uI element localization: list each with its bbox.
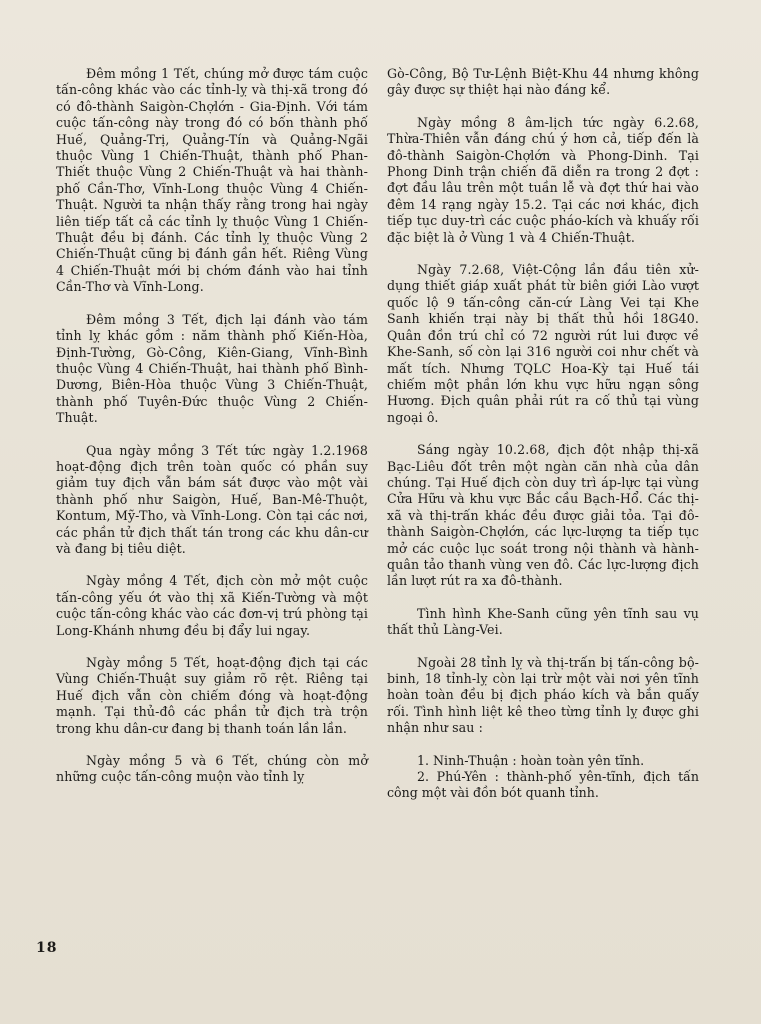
paragraph-tet-day-3: Qua ngày mồng 3 Tết tức ngày 1.2.1968 hoạt-động địch trên toàn quốc có phần suy giảm tuy địch vẫn bám sát được vào một vài thành phố như Saigòn, Huế, Ban-Mê-Thuột, Kontum, Mỹ-Tho, và Vĩnh-Long. Còn tại các nơi, các phần tử địch thất tán trong các khu dân-cư và đang bị tiêu diệt. [56,442,368,556]
paragraph-tet-night-1: Đêm mồng 1 Tết, chúng mở được tám cuộc tấn-công khác vào các tỉnh-lỵ và thị-xã trong đó có đô-thành Saigòn-Chợlớn - Gia-Định. Với tám cuộc tấn-công này trong đó có bốn thành phố Huế, Quảng-Trị, Quảng-Tín và Quảng-Ngãi thuộc Vùng 1 Chiến-Thuật, thành phố Phan-Thiết thuộc Vùng 2 Chiến-Thuật và hai thành-phố Cần-Thơ, Vĩnh-Long thuộc Vùng 4 Chiến-Thuật. Người ta nhận thấy rằng trong hai ngày liên tiếp tất cả các tỉnh lỵ thuộc Vùng 1 Chiến-Thuật đều bị đánh. Các tỉnh lỵ thuộc Vùng 2 Chiến-Thuật cũng bị đánh gần hết. Riêng Vùng 4 Chiến-Thuật mới bị chớm đánh vào hai tỉnh Cần-Thơ và Vĩnh-Long. [56,66,368,295]
right-column [387,66,699,802]
paragraph-lang-vei: Ngày 7.2.68, Việt-Cộng lần đầu tiên xử-dụng thiết giáp xuất phát từ biên giới Lào vượt quốc lộ 9 tấn-công căn-cứ Làng Vei tại Khe Sanh khiến trại này bị thất thủ hồi 18G40. Quân đồn trú chỉ có 72 người rút lui được về Khe-Sanh, số còn lại 316 người coi như chết và mất tích. Nhưng TQLC Hoa-Kỳ tại Huế tái chiếm một phần lớn khu vực hữu ngạn sông Hương. Địch quân phải rút ra cố thủ tại vùng ngoại ô. [387,262,699,425]
paragraph-khe-sanh: Tình hình Khe-Sanh cũng yên tĩnh sau vụ thất thủ Làng-Vei. [387,605,699,638]
paragraph-tet-day-4: Ngày mồng 4 Tết, địch còn mở một cuộc tấn-công yếu ớt vào thị xã Kiến-Tường và một cuộc tấn-công khác vào các đơn-vị trú phòng tại Long-Khánh nhưng đều bị đẩy lui ngay. [56,573,368,638]
paragraph-tet-day-5: Ngày mồng 5 Tết, hoạt-động địch tại các Vùng Chiến-Thuật suy giảm rõ rệt. Riêng tại Huế địch vẫn còn chiếm đóng và hoạt-động mạnh. Tại thủ-đô các phần tử địch trà trộn trong khu dân-cư đang bị thanh toán lần lần. [56,655,368,736]
list-item-phu-yen: 2. Phú-Yên : thành-phố yên-tĩnh, địch tấn công một vài đồn bót quanh tỉnh. [387,769,699,801]
page-number: 18 [36,940,58,956]
paragraph-provinces-summary: Ngoài 28 tỉnh lỵ và thị-trấn bị tấn-công bộ-binh, 18 tỉnh-lỵ còn lại trừ một vài nơi yên tĩnh hoàn toàn đều bị địch pháo kích và bắn quấy rối. Tình hình liệt kê theo từng tỉnh lỵ được ghi nhận như sau : [387,654,699,736]
paragraph-lunar-day-8: Ngày mồng 8 âm-lịch tức ngày 6.2.68, Thừa-Thiên vẫn đáng chú ý hơn cả, tiếp đến là đô-thành Saigòn-Chợlớn và Phong-Dinh. Tại Phong Dinh trận chiến đã diễn ra trong 2 đợt : đợt đầu lâu trên một tuần lễ và đợt thứ hai vào đêm 14 rạng ngày 15.2. Tại các nơi khác, địch tiếp tục duy-trì các cuộc pháo-kích và khuấy rối đặc biệt là ở Vùng 1 và 4 Chiến-Thuật. [387,114,699,245]
paragraph-bac-lieu: Sáng ngày 10.2.68, địch đột nhập thị-xã Bạc-Liêu đốt trên một ngàn căn nhà của dân chúng. Tại Huế địch còn duy trì áp-lực tại vùng Cửa Hữu và khu vực Bắc cầu Bạch-Hổ. Các thị-xã và thị-trấn khác đều được giải tỏa. Tại đô-thành Saigòn-Chợlớn, các lực-lượng ta tiếp tục mở các cuộc lục soát trong nội thành và hành-quân tảo thanh vùng ven đô. Các lực-lượng địch lần lượt rút ra xa đô-thành. [387,442,699,589]
list-item-ninh-thuan: 1. Ninh-Thuận : hoàn toàn yên tĩnh. [417,752,645,768]
left-column [56,66,368,802]
paragraph-tet-night-3: Đêm mồng 3 Tết, địch lại đánh vào tám tỉnh lỵ khác gồm : năm thành phố Kiến-Hòa, Định-Tường, Gò-Công, Kiên-Giang, Vĩnh-Bình thuộc Vùng 4 Chiến-Thuật, hai thành phố Bình-Dương, Biên-Hòa thuộc Vùng 3 Chiến-Thuật, thành phố Tuyên-Đức thuộc Vùng 2 Chiến-Thuật. [56,311,368,426]
paragraph-tet-day-5-6: Ngày mồng 5 và 6 Tết, chúng còn mở những cuộc tấn-công muộn vào tỉnh lỵ [56,753,368,785]
paragraph-go-cong-continued: Gò-Công, Bộ Tư-Lệnh Biệt-Khu 44 nhưng không gây được sự thiệt hại nào đáng kể. [387,66,699,98]
